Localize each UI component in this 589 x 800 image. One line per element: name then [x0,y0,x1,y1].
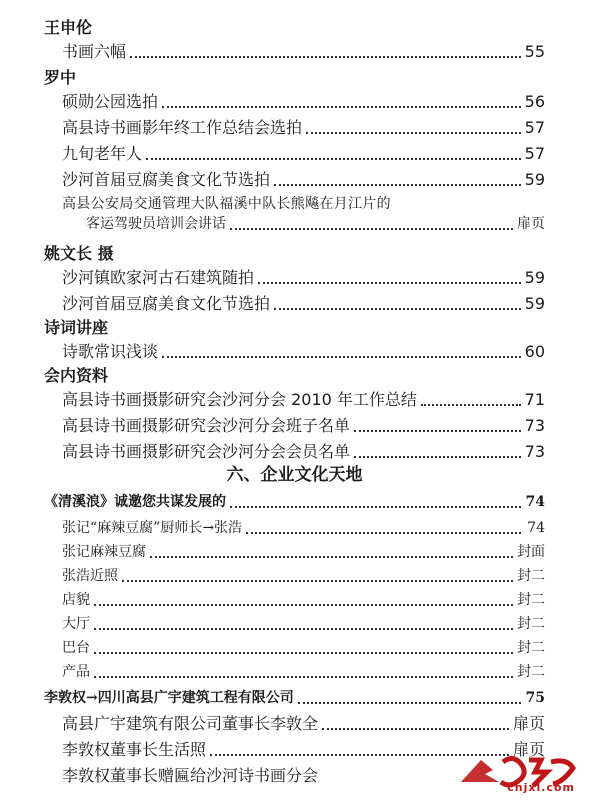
toc-entry [62,144,545,164]
entry-title: 高县诗书画影年终工作总结会选拍 [62,118,303,137]
entry-title-line2: 客运驾驶员培训会讲话 [86,216,226,232]
toc-entry-multiline [62,194,545,234]
entry-page: 59 [524,294,545,313]
toc-entry [62,342,545,362]
entry-page: 57 [524,144,545,163]
toc-entry [62,118,545,138]
toc-entry [62,566,545,586]
toc-entry [62,714,545,734]
entry-page: 56 [524,92,545,111]
entry-title: 李敦权董事长生活照 [62,740,207,759]
entry-title: 高县诗书画摄影研究会沙河分会会员名单 [62,442,351,461]
entry-page: 71 [524,390,545,409]
section-heading: 会内资料 [44,366,109,385]
entry-page: 74 [525,494,545,510]
entry-title: 高县诗书画摄影研究会沙河分会班子名单 [62,416,351,435]
toc-entry [62,268,545,288]
entry-page: 封二 [517,616,545,632]
toc-entry [62,390,545,410]
entry-title: 沙河首届豆腐美食文化节选拍 [62,294,271,313]
toc-entry [62,170,545,190]
entry-title: 大厅 [62,616,90,632]
entry-title: 产品 [62,664,90,680]
entry-title: 巴台 [62,640,90,656]
toc-entry [62,442,545,462]
toc-entry [62,542,545,562]
section-title: 六、企业文化天地 [226,465,363,485]
author-heading: 姚文长 摄 [44,244,114,263]
toc-entry [62,294,545,314]
entry-title: 九旬老年人 [62,144,143,163]
author-heading: 罗中 [44,68,77,87]
entry-page: 57 [524,118,545,137]
entry-title: 李敦权→四川高县广宇建筑工程有限公司 [44,690,294,706]
entry-page: 73 [524,442,545,461]
toc-entry [62,614,545,634]
entry-page: 封面 [517,544,545,560]
toc-entry [62,590,545,610]
entry-title: 硕勋公园选拍 [62,92,159,111]
toc-entry [62,518,545,538]
toc-entry [62,662,545,682]
entry-page: 75 [525,690,545,706]
toc-entry [62,92,545,112]
entry-title: 《清溪浪》诚邀您共谋发展的 [44,494,226,510]
entry-title: 诗歌常识浅谈 [62,342,159,361]
entry-page: 73 [524,416,545,435]
entry-page: 封二 [517,592,545,608]
entry-title: 张记麻辣豆腐 [62,544,146,560]
entry-page: 扉页 [512,714,545,733]
entry-page: 59 [524,170,545,189]
entry-page: 封二 [517,640,545,656]
watermark-url: cnjxl.com [507,781,575,794]
entry-title: 高县广宇建筑有限公司董事长李敦全 [62,714,319,733]
entry-title: 张浩近照 [62,568,118,584]
section-heading: 诗词讲座 [44,318,109,337]
entry-page: 55 [524,42,545,61]
toc-entry-bold [44,492,545,512]
entry-title: 书画六幅 [62,42,127,61]
entry-title: 高县诗书画摄影研究会沙河分会 2010 年工作总结 [62,390,417,409]
entry-title: 店貌 [62,592,90,608]
entry-page: 扉页 [512,740,545,759]
toc-entry [62,638,545,658]
entry-title: 沙河首届豆腐美食文化节选拍 [62,170,271,189]
entry-page: 封二 [517,664,545,680]
toc-entry [62,416,545,436]
entry-page: 封二 [517,568,545,584]
entry-page: 74 [527,520,545,536]
author-heading: 王申伦 [44,18,93,37]
entry-title: 李敦权董事长赠匾给沙河诗书画分会 [62,766,319,785]
toc-entry [62,766,439,786]
entry-page: 60 [524,342,545,361]
entry-page: 扉页 [517,216,545,232]
entry-title: 张记“麻辣豆腐”厨师长→张浩 [62,520,243,536]
entry-title-line1: 高县公安局交通管理大队福溪中队长熊飚在月江片的 [62,196,391,212]
toc-entry-bold [44,688,545,708]
entry-title: 沙河镇欧家河古石建筑随拍 [62,268,255,287]
entry-page: 59 [524,268,545,287]
toc-entry [62,42,545,62]
